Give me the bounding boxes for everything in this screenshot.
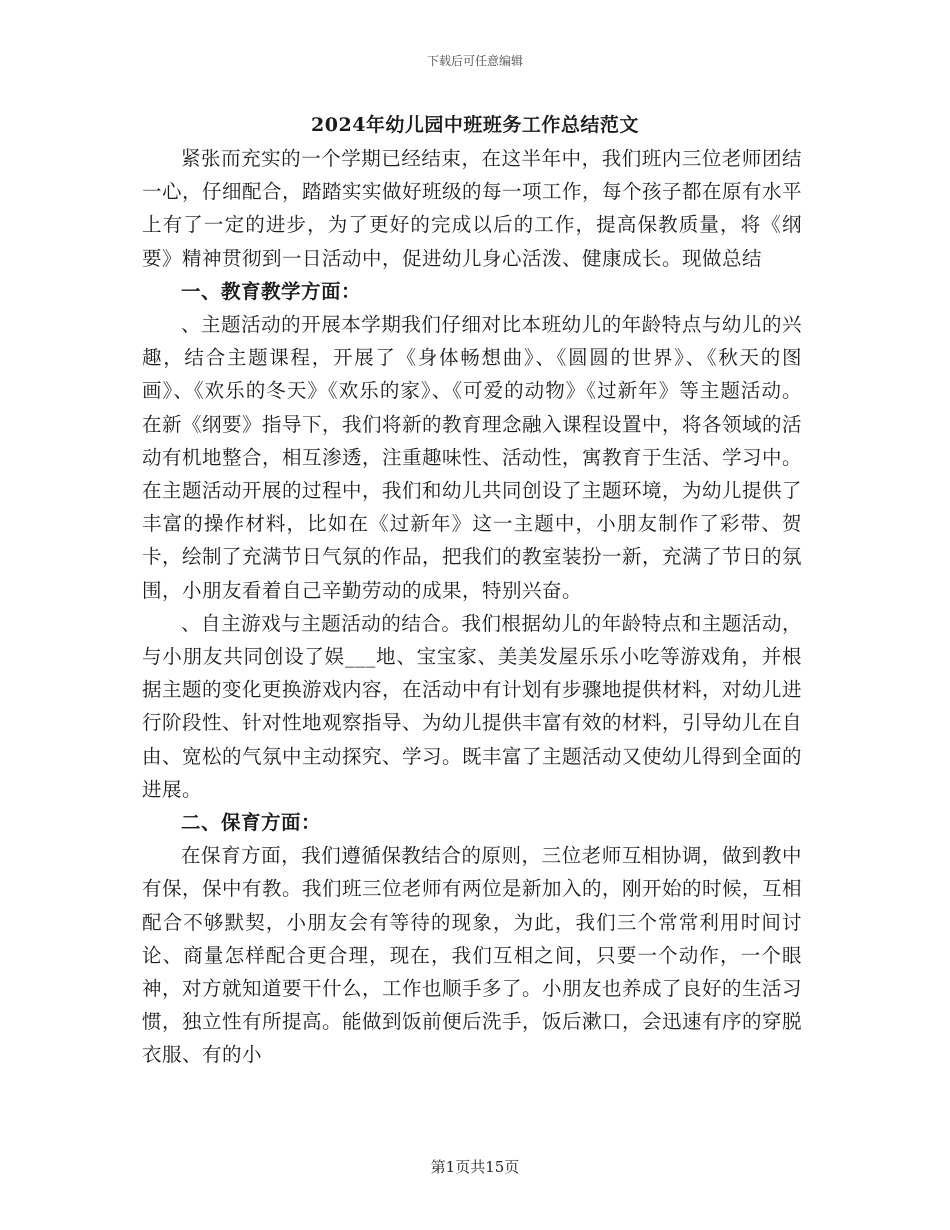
intro-paragraph: 紧张而充实的一个学期已经结束，在这半年中，我们班内三位老师团结一心，仔细配合，踏踏实实做好班级的每一项工作，每个孩子都在原有水平上有了一定的进步，为了更好的完成以后的工作，提高保教质量，将《纲要》精神贯彻到一日活动中，促进幼儿身心活泼、健康成长。现做总结 <box>142 147 803 270</box>
care-paragraph-1: 在保育方面，我们遵循保教结合的原则，三位老师互相协调，做到教中有保，保中有教。我们班三位老师有两位是新加入的，刚开始的时候，互相配合不够默契，小朋友会有等待的现象，为此，我们三个常常利用时间讨论、商量怎样配合更合理，现在，我们互相之间，只要一个动作，一个眼神，对方就知道要干什么，工作也顺手多了。小朋友也养成了良好的生活习惯，独立性有所提高。能做到饭前便后洗手，饭后漱口，会迅速有序的穿脱衣服、有的小 <box>142 844 803 1067</box>
document-title: 2024年幼儿园中班班务工作总结范文 <box>311 114 639 136</box>
page-number-footer: 第1页共15页 <box>430 1158 520 1176</box>
section-heading-care: 二、保育方面： <box>181 811 322 835</box>
document-body <box>142 142 802 1072</box>
teaching-paragraph-1: 、主题活动的开展本学期我们仔细对比本班幼儿的年龄特点与幼儿的兴趣，结合主题课程，开展了《身体畅想曲》、《圆圆的世界》、《秋天的图画》、《欢乐的冬天》《欢乐的家》、《可爱的动物》《过新年》等主题活动。在新《纲要》指导下，我们将新的教育理念融入课程设置中，将各领域的活动有机地整合，相互渗透，注重趣味性、活动性，寓教育于生活、学习中。在主题活动开展的过程中，我们和幼儿共同创设了主题环境，为幼儿提供了丰富的操作材料，比如在《过新年》这一主题中，小朋友制作了彩带、贺卡，绘制了充满节日气氛的作品，把我们的教室装扮一新，充满了节日的氛围，小朋友看着自己辛勤劳动的成果，特别兴奋。 <box>142 313 803 602</box>
header-note: 下载后可任意编辑 <box>426 54 523 68</box>
teaching-paragraph-2: 、自主游戏与主题活动的结合。我们根据幼儿的年龄特点和主题活动，与小朋友共同创设了娱___地、宝宝家、美美发屋乐乐小吃等游戏角，并根据主题的变化更换游戏内容，在活动中有计划有步骤地提供材料，对幼儿进行阶段性、针对性地观察指导、为幼儿提供丰富有效的材料，引导幼儿在自由、宽松的气氛中主动探究、学习。既丰富了主题活动又使幼儿得到全面的进展。 <box>142 611 803 801</box>
section-heading-teaching: 一、教育教学方面： <box>181 279 362 303</box>
